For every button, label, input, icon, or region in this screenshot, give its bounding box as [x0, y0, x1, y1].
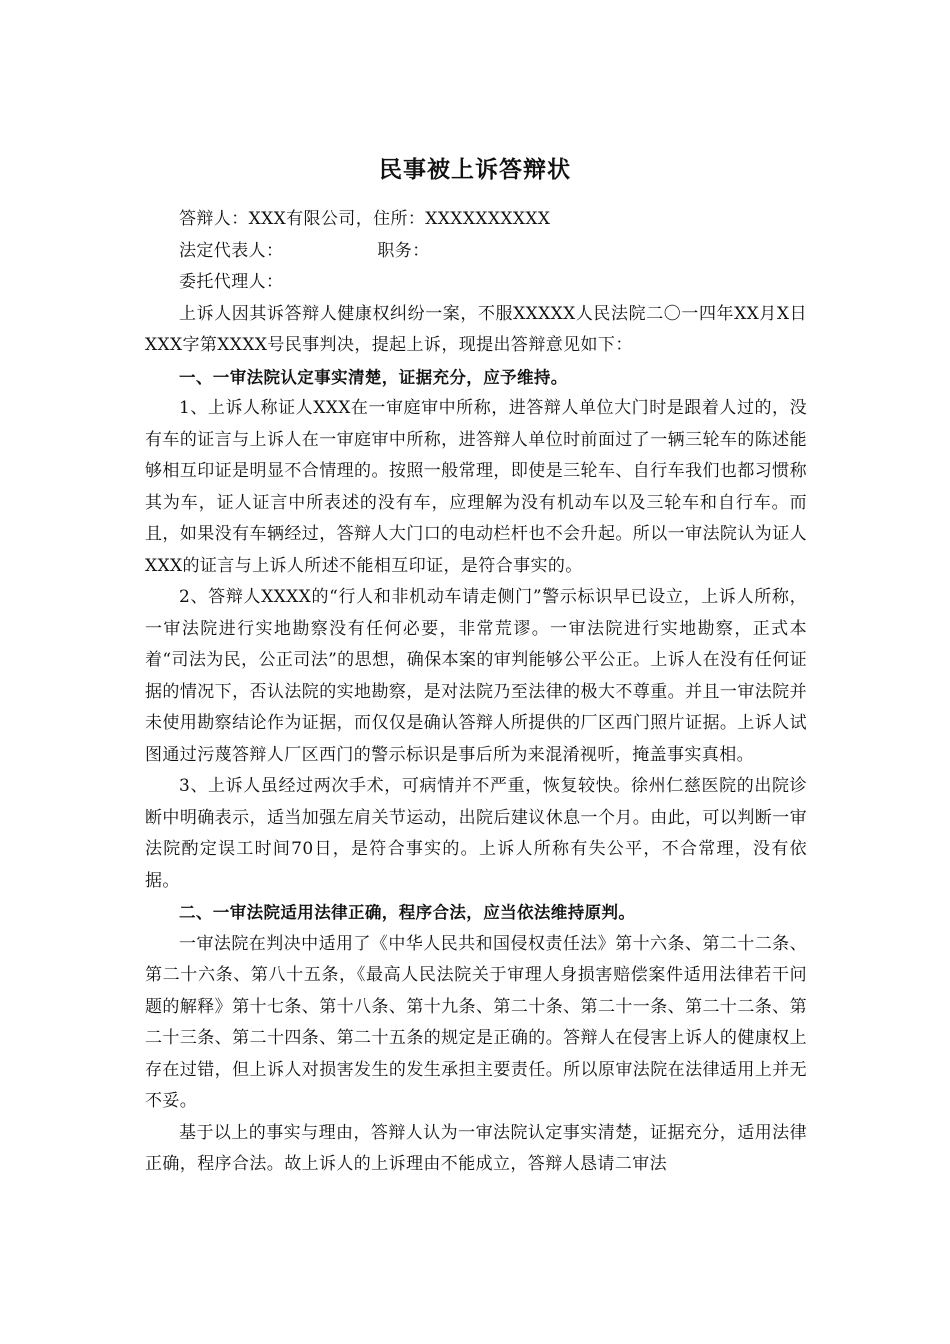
respondent-line: 答辩人：XXX有限公司，住所：XXXXXXXXXX: [179, 209, 551, 229]
section-heading-1: 一、一审法院认定事实清楚，证据充分，应予维持。: [179, 367, 568, 387]
legal-representative-line: [145, 236, 807, 268]
paragraph-3: 3、上诉人虽经过两次手术，可病情并不严重，恢复较快。徐州仁慈医院的出院诊断中明确表示，适当加强左肩关节运动，出院后建议休息一个月。由此，可以判断一审法院酌定误工时间70日，是符合事实的。上诉人所称有失公平，不合常理，没有依据。: [145, 776, 807, 891]
paragraph-5: 基于以上的事实与理由，答辩人认为一审法院认定事实清楚，证据充分，适用法律正确，程序合法。故上诉人的上诉理由不能成立，答辩人恳请二审法: [145, 1122, 807, 1174]
document-title: 民事被上诉答辩状: [379, 157, 571, 183]
section-heading-2: 二、一审法院适用法律正确，程序合法，应当依法维持原判。: [179, 903, 636, 922]
document-body: [145, 204, 807, 1181]
paragraph-2: 2、答辩人XXXX的“行人和非机动车请走侧门”警示标识早已设立，上诉人所称，一审法院进行实地勘察没有任何必要，非常荒谬。一审法院进行实地勘察，正式本着“司法为民，公正司法”的思想，确保本案的审判能够公平公正。上诉人在没有任何证据的情况下，否认法院的实地勘察，是对法院乃至法律的极大不尊重。并且一审法院并未使用勘察结论作为证据，而仅仅是确认答辩人所提供的厂区西门照片证据。上诉人试图通过污蔑答辩人厂区西门的警示标识是事后所为来混淆视听，掩盖事实真相。: [145, 587, 807, 765]
intro-paragraph: 上诉人因其诉答辩人健康权纠纷一案，不服XXXXX人民法院二〇一四年XX月X日XXX字第XXXX号民事判决，提起上诉，现提出答辩意见如下：: [145, 303, 807, 355]
position-label: 职务：: [377, 240, 430, 261]
legal-rep-label: 法定代表人：: [179, 240, 284, 261]
paragraph-4: 一审法院在判决中适用了《中华人民共和国侵权责任法》第十六条、第二十二条、第二十六条、第八十五条，《最高人民法院关于审理人身损害赔偿案件适用法律若干问题的解释》第十七条、第十八条、第十九条、第二十条、第二十一条、第二十二条、第二十三条、第二十四条、第二十五条的规定是正确的。答辩人在侵害上诉人的健康权上存在过错，但上诉人对损害发生的发生承担主要责任。所以原审法院在法律适用上并无不妥。: [145, 933, 807, 1111]
paragraph-1: 1、上诉人称证人XXX在一审庭审中所称，进答辩人单位大门时是跟着人过的，没有车的证言与上诉人在一审庭审中所称，进答辩人单位时前面过了一辆三轮车的陈述能够相互印证是明显不合情理的。按照一般常理，即使是三轮车、自行车我们也都习惯称其为车，证人证言中所表述的没有车，应理解为没有机动车以及三轮车和自行车。而且，如果没有车辆经过，答辩人大门口的电动栏杆也不会升起。所以一审法院认为证人XXX的证言与上诉人所述不能相互印证，是符合事实的。: [145, 398, 807, 576]
agent-line: 委托代理人：: [179, 272, 284, 292]
